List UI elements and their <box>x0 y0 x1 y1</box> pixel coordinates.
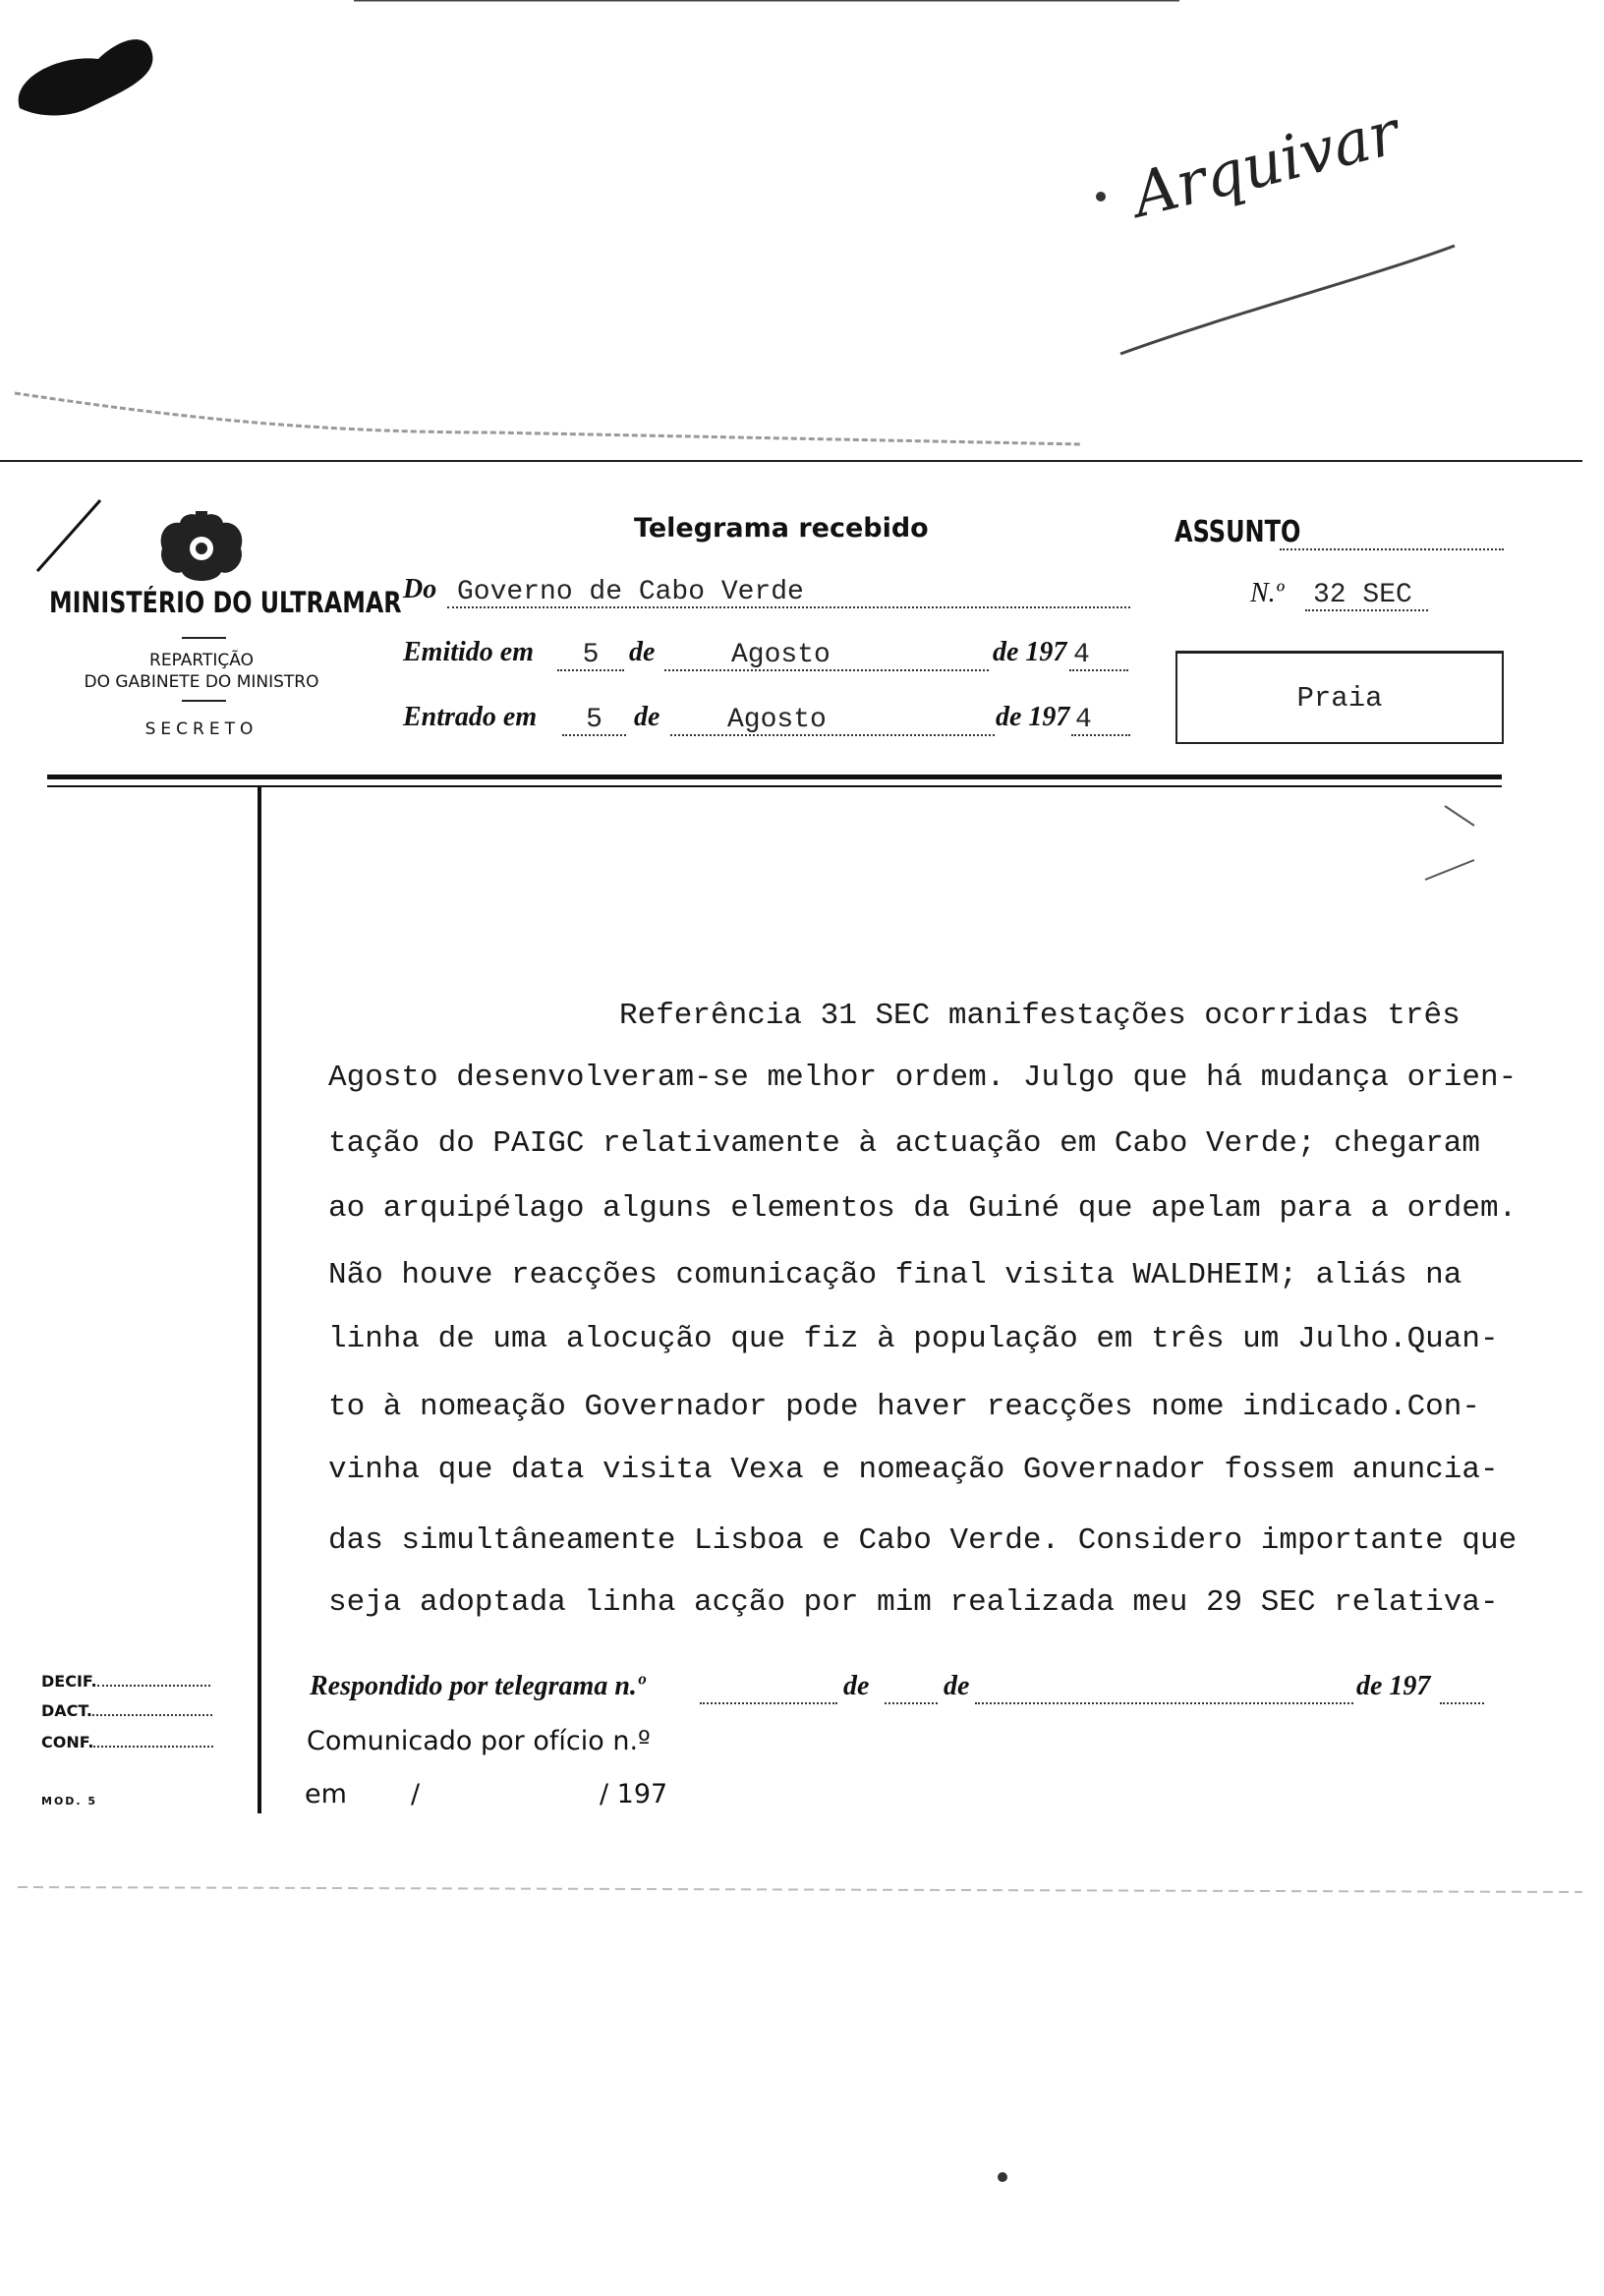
received-month: Agosto <box>727 705 827 735</box>
message-line-8: vinha que data visita Vexa e nomeação Governador fossem anuncia- <box>328 1453 1499 1487</box>
sent-label: Emitido em <box>403 637 534 667</box>
department-line-2: DO GABINETE DO MINISTRO <box>84 672 319 692</box>
message-line-7: to à nomeação Governador pode haver reacções nome indicado.Con- <box>328 1390 1480 1424</box>
message-line-5: Não houve reacções comunicação final visita WALDHEIM; aliás na <box>328 1258 1462 1292</box>
sent-de-1: de <box>629 637 656 667</box>
from-label: Do <box>403 574 437 604</box>
date-slash-2: / 197 <box>600 1779 668 1809</box>
message-line-2: Agosto desenvolveram-se melhor ordem. Julgo que há mudança orien- <box>328 1061 1518 1095</box>
dact-label: DACT. <box>41 1700 212 1720</box>
sent-de-2: de 197 <box>993 637 1067 667</box>
department-line-1: REPARTIÇÃO <box>149 651 254 670</box>
sent-month: Agosto <box>731 640 831 670</box>
from-value: Governo de Cabo Verde <box>457 577 804 607</box>
form-title: Telegrama recebido <box>634 513 929 544</box>
number-line <box>1305 580 1428 611</box>
rule-under-ministry <box>182 637 226 639</box>
sent-day-line <box>557 640 624 671</box>
ministry-name: MINISTÉRIO DO ULTRAMAR <box>49 586 402 619</box>
sent-month-line <box>664 640 989 671</box>
form-model-number: MOD. 5 <box>41 1795 98 1808</box>
message-line-3: tação do PAIGC relativamente à actuação em Cabo Verde; chegaram <box>328 1126 1480 1161</box>
subject-line <box>1280 523 1504 550</box>
received-year-digit: 4 <box>1075 705 1092 735</box>
received-day-line <box>562 705 626 736</box>
reply-de-3: de 197 <box>1356 1671 1431 1701</box>
date-slash-1: / <box>411 1779 421 1809</box>
message-line-9: das simultâneamente Lisboa e Cabo Verde. Considero importante que <box>328 1523 1518 1558</box>
header-double-rule <box>47 775 1502 779</box>
reply-year-line <box>1440 1675 1484 1704</box>
sent-year-line <box>1069 640 1128 671</box>
handwritten-annotation: Arquivar <box>1125 95 1406 232</box>
slash-mark <box>29 496 108 575</box>
communicated-label: Comunicado por ofício n.º <box>307 1726 651 1756</box>
reply-number-line <box>700 1675 837 1704</box>
rule-under-department <box>182 700 226 702</box>
message-line-6: linha de uma alocução que fiz à população em três um Julho.Quan- <box>328 1322 1499 1356</box>
reply-de-2: de <box>944 1671 970 1701</box>
margin-line <box>258 786 261 1813</box>
classification-label: SECRETO <box>144 719 258 739</box>
reply-day-line <box>885 1675 938 1704</box>
received-year-line <box>1071 705 1130 736</box>
message-line-10: seja adoptada linha acção por mim realizada meu 29 SEC relativa- <box>328 1585 1499 1620</box>
header-double-rule-thin <box>47 785 1502 787</box>
sent-year-digit: 4 <box>1073 640 1090 670</box>
location-text: Praia <box>1296 681 1383 715</box>
coat-of-arms-icon <box>152 509 251 588</box>
sent-day: 5 <box>582 640 600 670</box>
from-line <box>447 577 1130 608</box>
em-label: em <box>305 1779 347 1809</box>
message-line-1: Referência 31 SEC manifestações ocorridas três <box>619 999 1461 1033</box>
reply-month-line <box>975 1675 1353 1704</box>
subject-label: ASSUNTO <box>1174 515 1301 549</box>
message-line-4: ao arquipélago alguns elementos da Guiné que apelam para a ordem. <box>328 1191 1518 1226</box>
reply-label: Respondido por telegrama n.º <box>310 1671 646 1701</box>
number-label: N.º <box>1250 578 1285 608</box>
reply-de-1: de <box>843 1671 870 1701</box>
conf-label: CONF. <box>41 1732 213 1751</box>
received-de-2: de 197 <box>996 702 1070 732</box>
received-label: Entrado em <box>403 702 538 732</box>
location-box <box>1175 651 1504 744</box>
number-value: 32 SEC <box>1313 580 1412 610</box>
received-day: 5 <box>586 705 602 735</box>
received-month-line <box>670 705 995 736</box>
received-de-1: de <box>634 702 660 732</box>
decif-label: DECIF. <box>41 1671 210 1691</box>
